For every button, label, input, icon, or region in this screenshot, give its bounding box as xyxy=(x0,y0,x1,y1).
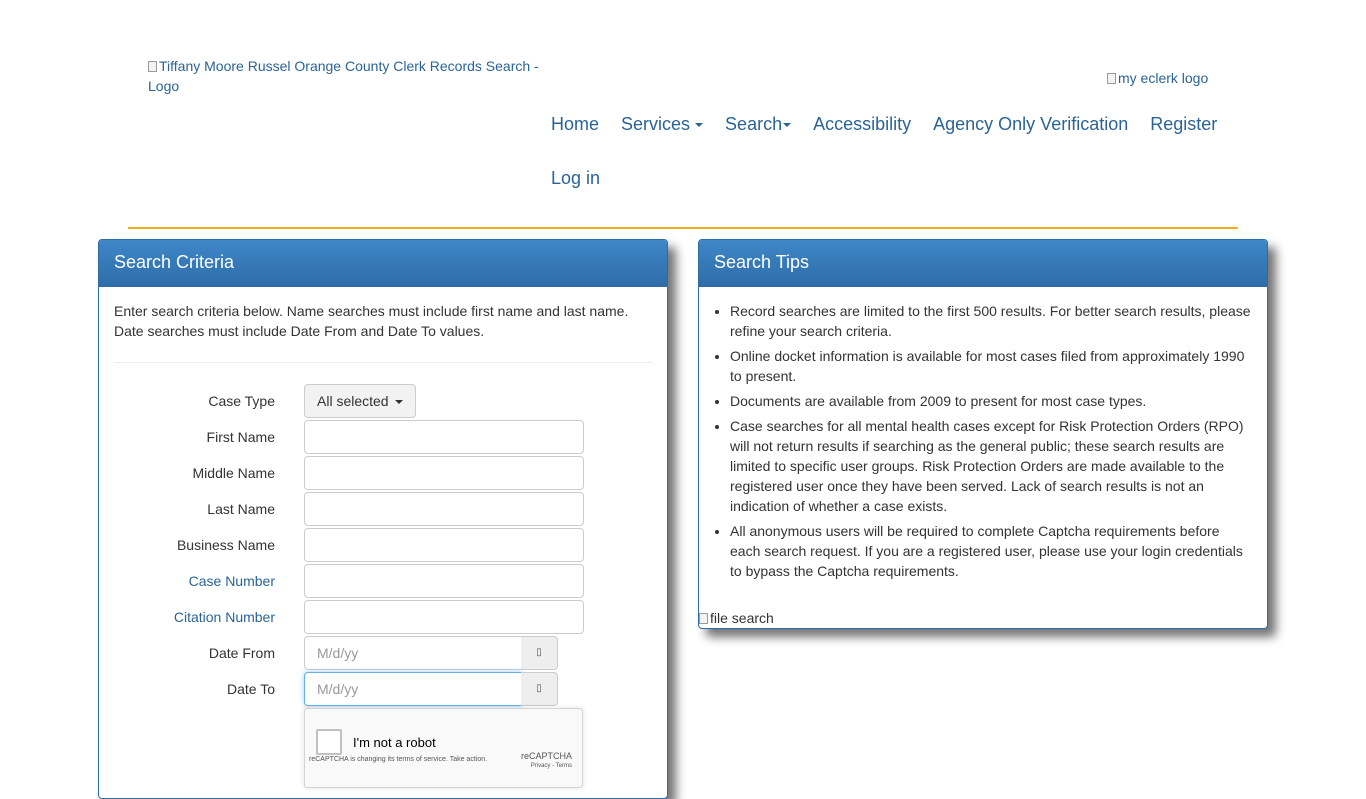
nav-login-label: Log in xyxy=(551,168,601,188)
last-name-label: Last Name xyxy=(207,501,275,517)
recaptcha-label: I'm not a robot xyxy=(353,735,436,750)
citation-number-row xyxy=(99,600,669,634)
nav-search[interactable] xyxy=(714,97,802,151)
first-name-input[interactable] xyxy=(304,420,584,454)
nav-agency-verification[interactable] xyxy=(922,97,1139,151)
calendar-icon[interactable]: ▯ xyxy=(521,636,558,670)
middle-name-input[interactable] xyxy=(304,456,584,490)
file-search-alt-text: file search xyxy=(710,610,774,626)
calendar-icon[interactable]: ▯ xyxy=(521,672,558,706)
broken-image-icon xyxy=(1107,73,1116,84)
date-to-input[interactable] xyxy=(304,672,522,706)
case-type-dropdown[interactable] xyxy=(304,384,416,418)
broken-image-icon xyxy=(699,613,708,624)
caret-down-icon xyxy=(695,123,703,127)
middle-name-row xyxy=(99,456,669,490)
date-from-input[interactable] xyxy=(304,636,522,670)
search-tips-panel xyxy=(698,239,1268,629)
last-name-row xyxy=(99,492,669,526)
date-to-row xyxy=(99,672,669,706)
first-name-label: First Name xyxy=(206,429,275,445)
file-search-image xyxy=(699,608,774,628)
nav-services[interactable] xyxy=(610,97,714,151)
main-nav xyxy=(540,97,1240,205)
broken-image-icon xyxy=(148,61,157,72)
recaptcha-terms-notice[interactable]: reCAPTCHA is changing its terms of service. Take action. xyxy=(309,756,488,763)
date-to-label: Date To xyxy=(227,681,275,697)
citation-number-link[interactable]: Citation Number xyxy=(173,609,275,625)
nav-register-label: Register xyxy=(1150,114,1218,134)
search-tips-title: Search Tips xyxy=(699,240,1267,287)
business-name-input[interactable] xyxy=(304,528,584,562)
caret-down-icon xyxy=(783,123,791,127)
case-type-value: All selected xyxy=(317,393,389,409)
divider xyxy=(114,362,652,363)
list-item: • Documents are available from 2009 to present for most case types. xyxy=(730,391,1252,411)
date-from-row xyxy=(99,636,669,670)
citation-number-input[interactable] xyxy=(304,600,584,634)
list-item: • All anonymous users will be required to complete Captcha requirements before each search request. If you are a registered user, please use your login credentials to bypass the Captcha requirements. xyxy=(730,521,1252,581)
list-item: • Record searches are limited to the first 500 results. For better search results, please refine your search criteria. xyxy=(730,301,1252,341)
search-criteria-title: Search Criteria xyxy=(99,240,667,287)
recaptcha-widget xyxy=(304,708,583,788)
search-criteria-panel xyxy=(98,239,668,799)
first-name-row xyxy=(99,420,669,454)
header-divider xyxy=(128,227,1238,229)
case-number-input[interactable] xyxy=(304,564,584,598)
case-number-link[interactable]: Case Number xyxy=(188,573,275,589)
nav-home-label: Home xyxy=(551,114,600,134)
search-criteria-intro: Enter search criteria below. Name searches must include first name and last name. Date searches must include Date From and Date To values. xyxy=(114,303,629,339)
nav-accessibility-label: Accessibility xyxy=(813,114,912,134)
nav-accessibility[interactable] xyxy=(802,97,922,151)
nav-search-label: Search xyxy=(725,114,783,134)
business-name-row xyxy=(99,528,669,562)
recaptcha-checkbox[interactable] xyxy=(316,729,342,755)
nav-register[interactable] xyxy=(1139,97,1228,151)
middle-name-label: Middle Name xyxy=(192,465,275,481)
date-from-label: Date From xyxy=(208,645,275,661)
business-name-label: Business Name xyxy=(176,537,275,553)
eclerk-logo[interactable] xyxy=(1107,68,1208,88)
caret-down-icon xyxy=(395,400,403,404)
nav-home[interactable] xyxy=(540,97,610,151)
recaptcha-privacy-links[interactable]: Privacy - Terms xyxy=(530,763,572,769)
eclerk-logo-alt-text: my eclerk logo xyxy=(1118,70,1209,86)
recaptcha-brand: reCAPTCHA xyxy=(520,751,572,761)
list-item: • Online docket information is available for most cases filed from approximately 1990 to present. xyxy=(730,346,1252,386)
case-type-label: Case Type xyxy=(208,393,275,409)
last-name-input[interactable] xyxy=(304,492,584,526)
nav-services-label: Services xyxy=(621,114,691,134)
case-type-row xyxy=(99,384,669,418)
nav-agency-label: Agency Only Verification xyxy=(933,114,1129,134)
list-item: • Case searches for all mental health cases except for Risk Protection Orders (RPO) will not return results if searching as the general public; these search results are limited to specific user groups. Risk Protection Orders are made available to the registered user once they have been served. Lack of search results is not an indication of whether a case exists. xyxy=(730,416,1252,516)
case-number-row xyxy=(99,564,669,598)
nav-login[interactable] xyxy=(540,151,611,205)
search-tips-list xyxy=(699,287,1267,581)
site-logo[interactable] xyxy=(148,56,543,96)
site-logo-alt-text: Tiffany Moore Russel Orange County Clerk Records Search - Logo xyxy=(148,58,539,94)
